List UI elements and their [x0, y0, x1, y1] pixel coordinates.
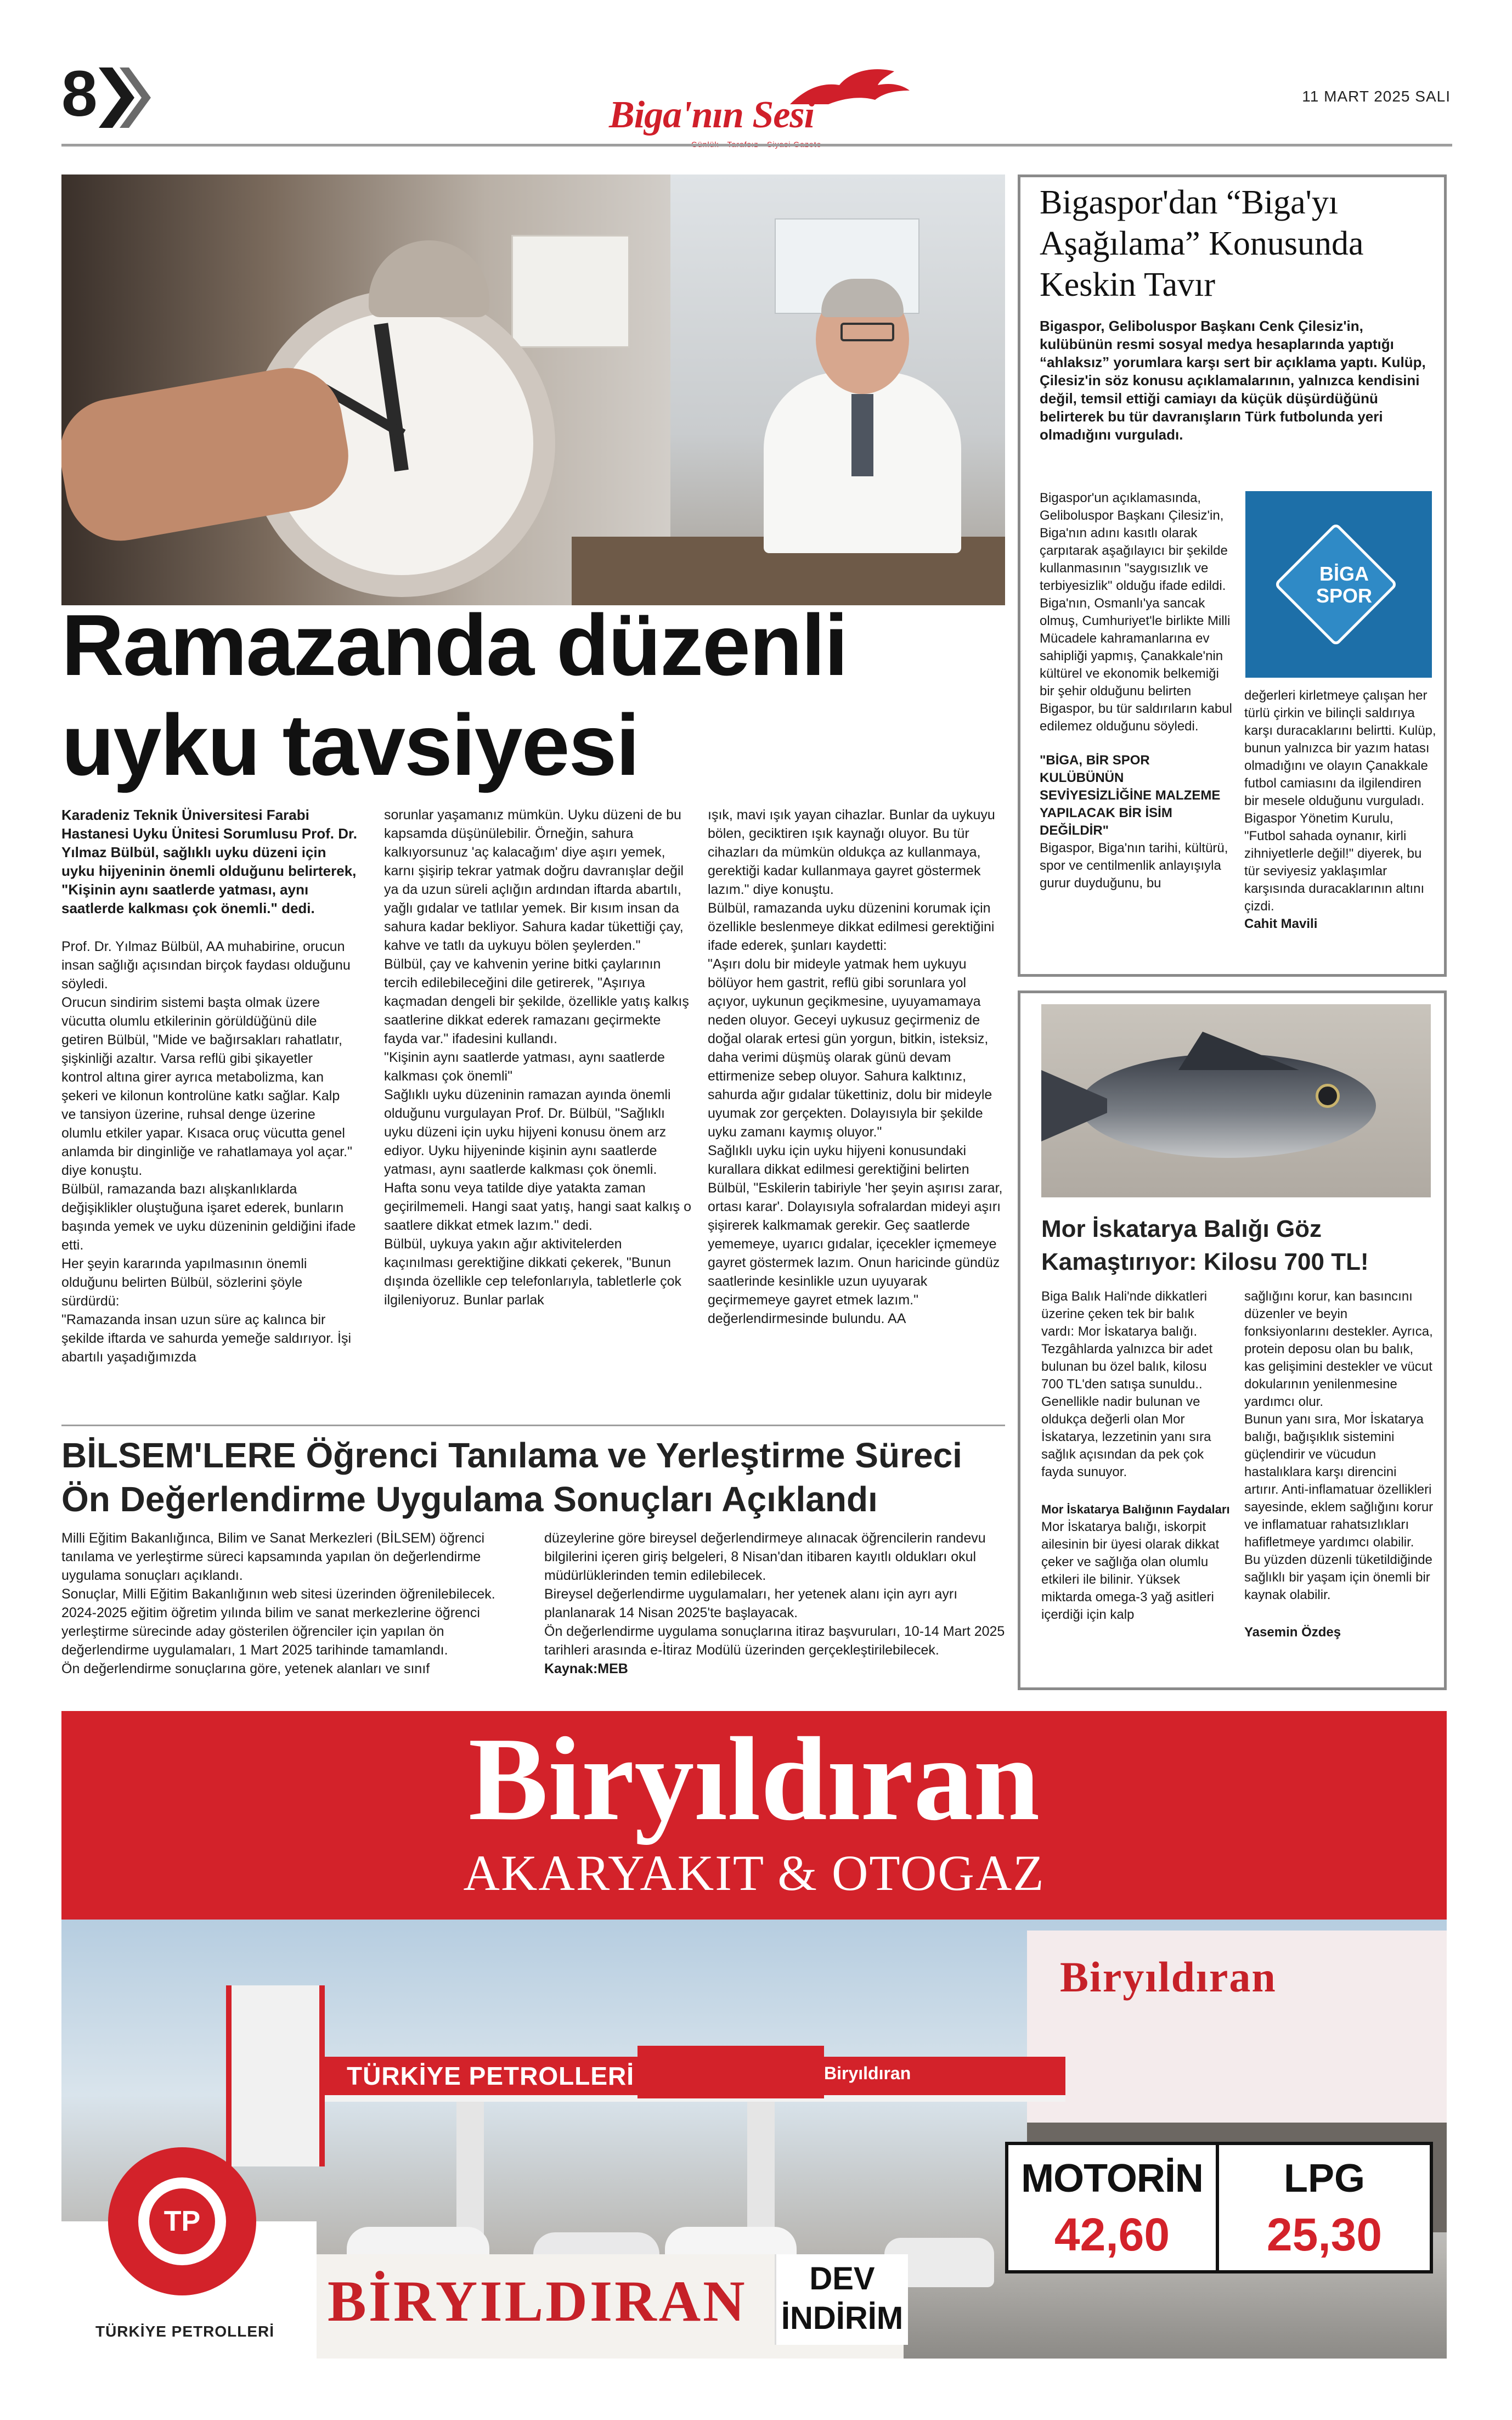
fish-author: Yasemin Özdeş — [1244, 1625, 1341, 1640]
discount-line1: DEV — [809, 2261, 875, 2297]
building-sign: Biryıldıran — [1060, 1953, 1277, 2001]
tp-logo — [108, 2147, 256, 2295]
sleep-article-column-3: ışık, mavi ışık yayan cihazlar. Bunlar da uykuyu bölen, geciktiren ışık kaynağı oluyor. Bu tür cihazları da mümkün oldukça az kullanmaya, gerektiği kadar kullanmaya gayret göstermek lazım." diye konuştu. Bülbül, ramazanda uyku düzenini korumak için özellikle beslenmeye dikkat edilmesi gerektiğini ifade ederek, şunları kaydetti: "Aşırı dolu bir mideyle yatmak hem uykuyu bölüyor hem gastrit, reflü gibi sorunlara yol açıyor, uykunun geçikmesine, uyuyamamaya neden oluyor. Geceyi uykusuz geçirmeniz de doğal olarak ertesi gün yorgun, bitkin, isteksiz, daha verimi düşmüş olarak günü devam ettirmenize sebep oluyor. Sahura kalktınız, sahurda ağır gıdalar tükettiniz, dolu bir mideyle uyumak zor gerçekten. Dolayısıyla bir şekilde uyku zamanı kaymış oluyor." Sağlıklı uyku için uyku hijyeni konusundaki kurallara dikkat edilmesi gerektiğini belirten Bülbül, "Eskilerin tabiriyle 'her şeyin aşırısı zarar, ortası karar'. Dolayısıyla sofralardan mideyi aşırı şişirerek kalkmamak gerekir. Geç saatlerde yememeye, uyarıcı gıdalar, içecekler içmemeye gayret göstermek lazım. Onun haricinde gündüz saatlerinde kesinlikle uzun uyuyarak geçirmemeye gayret etmek lazım." değerlendirmesinde bulundu. AA — [708, 807, 1003, 1326]
tp-logo-text: TP — [163, 2205, 201, 2237]
bilsem-source: Kaynak:MEB — [544, 1661, 628, 1676]
sleep-article-headline: Ramazanda düzenli uyku tavsiyesi — [61, 597, 848, 793]
fish-column-1 — [1041, 1288, 1231, 1624]
bigaspor-logo-line1: BİGA — [1319, 562, 1369, 585]
issue-date: 11 MART 2025 SALI — [1302, 88, 1451, 105]
bigaspor-author: Cahit Mavili — [1244, 916, 1318, 931]
fish-column-2 — [1244, 1288, 1434, 1641]
bigaspor-column-1 — [1040, 489, 1234, 892]
fuel-motorin-price: 42,60 — [1054, 2209, 1170, 2260]
bigaspor-logo-line2: SPOR — [1316, 584, 1373, 607]
sleep-article-column-2: sorunlar yaşamanız mümkün. Uyku düzeni de bu kapsamda düşünülebilir. Örneğin, sahura kalkıyorsunuz 'aç kalacağım' diye aşırı yemek, karnı şişirip tekrar yatmak doğru davranışlar değil ya da uzun süreli açlığın ardından iftarda abartılı, yağlı gıdalar ve tatlılar yemek. Bir kısım insan da sahura kadar bekliyor. Sahura kadar tükettiği çay, kahve ve tatlı da uykuyu bölen şeylerden." Bülbül, çay ve kahvenin yerine bitki çaylarının tercih edilebileceğini dile getirerek, "Aşırıya kaçmadan dengeli bir şekilde, özellikle yatış kalkış saatlerine dikkat ederek ramazanı geçirmekte fayda var." ifadesini kullandı. "Kişinin aynı saatlerde yatması, aynı saatlerde kalkması çok önemli" Sağlıklı uyku düzeninin ramazan ayında önemli olduğunu vurgulayan Prof. Dr. Bülbül, "Sağlıklı uyku düzeni için uyku hijyeni konusu önem arz ediyor. Uyku hijyeninde kişinin aynı saatlerde yatması, aynı saatlerde kalkması çok önemli. Hafta sonu veya tatilde diye yatakta zaman geçirilmemeli. Hangi saat yatış, hangi saat kalkış o saatlere dikkat etmek lazım." dedi. Bülbül, uykuya yakın ağır aktivitelerden kaçınılması gerektiğine dikkati çekerek, "Bunun dışında özellikle cep telefonlarıyla, tabletlerle çok ilgileniyoruz. Bunlar parlak — [384, 807, 691, 1308]
newspaper-logo — [603, 66, 911, 154]
fish-photo — [1041, 1004, 1431, 1197]
bigaspor-lead: Bigaspor, Gelibolu​spor Başkanı Cenk Çilesiz'in, kulübünün resmi sosyal medya hesaplarında yaptığı “ahlaksız” yorumlara karşı sert bir açıklama yaptı. Kulüp, Çilesiz'in söz konusu açıklamalarının, yalnızca kendisini değil, temsil ettiği camiayı da küçük düşürdüğünü belirterek bu tür davranışların Türk futbolunda yeri olmadığını vurguladı. — [1040, 318, 1426, 443]
logo-text: Biga'nın Sesi — [609, 94, 815, 136]
bigaspor-logo-image — [1245, 491, 1432, 678]
bigaspor-col1-end: Bigaspor, Biga'nın tarihi, kültürü, spor ve centilmenlik anlayışıyla gurur duyduğunu, bu — [1040, 841, 1228, 891]
chevron-right-icon — [99, 65, 151, 131]
sleep-article-column-1 — [61, 806, 358, 1366]
discount-line2: İNDİRİM — [781, 2300, 904, 2336]
sleep-article-col1-text: Prof. Dr. Yılmaz Bülbül, AA muhabirine, orucun insan sağlığı açısından birçok faydası olduğunu söyledi. Orucun sindirim sistemi başta olmak üzere vücutta olumlu etkilerinin görüldüğünü dile getiren Bülbül, "Mide ve bağırsakları rahatlatır, şişkinliği azaltır. Varsa reflü gibi şikayetler kontrol altına girer ayrıca metabolizma, kan şekeri ve kilonun kontrolüne katkı sağlar. Kalp ve tansiyon üzerine, ruhsal denge üzerine olumlu etkiler yapar. Kısaca oruç vücutta genel anlamda bir dinginliğe ve rahatlamaya yol açar." diye konuştu. Bülbül, ramazanda bazı alışkanlıklarda değişiklikler oluştuğuna işaret ederek, bunların başında yemek ve uyku düzeninin geldiğini ifade etti. Her şeyin kararında yapılmasının önemli olduğunu belirten Bülbül, sözlerini şöyle sürdürdü: "Ramazanda insan uzun süre aç kalınca bir şekilde iftarda ve sahurda yemeğe saldırıyor. İşi abartılı yaşadığımızda — [61, 939, 356, 1365]
bilsem-rule — [61, 1425, 1005, 1426]
bilsem-col2-text: düzeylerine göre bireysel değerlendirmeye alınacak öğrencilerin randevu bilgilerini içeren giriş belgeleri, 8 Nisan'dan itibaren kayıtlı oldukları okul müdürlüklerinden temin edilebilecek. Bireysel değerlendirme uygulamaları, her yetenek alanı için ayrı ayrı planlanarak 14 Nisan 2025'te başlayacak. Ön değerlendirme uygulama sonuçlarına itiraz başvuruları, 10-14 Mart 2025 tarihleri arasında e-İtiraz Modülü üzerinden gerçekleştirilebilecek. — [544, 1530, 1005, 1658]
fish-col2-text: sağlığını korur, kan basıncını düzenler ve beyin fonksiyonlarını destekler. Ayrıca, protein deposu olan bu balık, kas gelişimini destekler ve vücut dokularının yenilenmesine yardımcı olur. Bunun yanı sıra, Mor İskatarya balığı, bağışıklık sistemini güçlendirir ve vücudun hastalıklara karşı direncini artırır. Anti-inflamatuar özellikleri sayesinde, eklem sağlığını korur ve inflamatuar rahatsızlıkları hafifletmeye yardımcı olabilir. Bu yüzden düzenli tüketildiğinde sağlıklı bir yaşam için önemli bir kaynak olabilir. — [1244, 1289, 1434, 1602]
price-board — [1005, 2142, 1433, 2273]
bilsem-column-2 — [544, 1529, 1005, 1678]
bigaspor-subhead: "BİGA, BİR SPOR KULÜBÜNÜN SEVİYESİZLİĞİNE MALZEME YAPILACAK BİR İSİM DEĞİLDİR" — [1040, 753, 1221, 838]
ad-title: Biryıldıran — [468, 1713, 1040, 1845]
discount-badge — [775, 2254, 908, 2345]
sleep-article-lead: Karadeniz Teknik Üniversitesi Farabi Hastanesi Uyku Ünitesi Sorumlusu Prof. Dr. Yılmaz Bülbül, sağlıklı uyku düzeni için uyku hijyeninin önemli olduğunu belirterek, "Kişinin aynı saatlerde yatması, aynı saatlerde kalkması çok önemli." dedi. — [61, 807, 357, 916]
bigaspor-col1-text: Bigaspor'un açıklamasında, Gelibolu​spor Başkanı Çilesiz'in, Biga'nın adını kasıtlı olarak çarpıtarak aşağılayıcı bir şekilde kullanmasının "saygısızlık ve terbiyesizlik" olduğu ifade edildi. Biga'nın, Osmanlı'ya sancak olmuş, Cumhuriyet'le birlikte Milli Mücadele kahramanlarına ev sahipliği yapmış, Çanakkale'nin kültürel ve ekonomik belkemiği bir şehir olduğunu belirten Bigaspor, bu tür saldırıların kabul edilemez olduğunu söyledi. — [1040, 491, 1232, 734]
biryildiran-advertisement — [61, 1711, 1447, 2359]
tp-caption: TÜRKİYE PETROLLERİ — [95, 2323, 274, 2340]
brand-banner-text: BİRYILDIRAN — [328, 2269, 747, 2333]
bigaspor-column-2 — [1244, 687, 1436, 933]
canopy-sign: TÜRKİYE PETROLLERİ — [347, 2062, 635, 2090]
ad-subtitle: AKARYAKIT & OTOGAZ — [463, 1845, 1045, 1901]
fuel-motorin-label: MOTORİN — [1021, 2157, 1203, 2200]
fish-col1-end: Mor İskatarya balığı, iskorpit ailesinin bir üyesi olarak dikkat çeker ve sağlığa olan olumlu etkileri ile bilinir. Yüksek miktarda omega-3 yağ asitleri içerdiği için kalp — [1041, 1519, 1220, 1622]
header-rule — [61, 144, 1452, 147]
bigaspor-headline: Bigaspor'dan “Biga'yı Aşağılama” Konusunda Keskin Tavır — [1040, 184, 1364, 303]
bilsem-column-1: Milli Eğitim Bakanlığınca, Bilim ve Sanat Merkezleri (BİLSEM) öğrenci tanılama ve yerleştirme süreci kapsamında yapılan ön değerlendirme uygulama sonuçları açıklandı. Sonuçlar, Milli Eğitim Bakanlığının web sitesi üzerinden öğrenilebilecek. 2024-2025 eğitim öğretim yılında bilim ve sanat merkezlerine öğrenci yerleştirme sürecinde aday gösterilen öğrenciler için yapılan ön değerlendirme uygulamaları, 1 Mart 2025 tarihinde tamamlandı. Ön değerlendirme sonuçlarına göre, yetenek alanları ve sınıf — [61, 1530, 495, 1676]
fish-col1-text: Biga Balık Hali'nde dikkatleri üzerine çeken tek bir balık vardı: Mor İskatarya balığı. Tezgâhlarda yalnızca bir adet bulunan bu özel balık, kilosu 700 TL'den satışa sunuldu.. Genellikle nadir bulunan ve oldukça değerli olan Mor İskatarya, lezzetinin yanı sıra sağlık açısından da pek çok fayda sunuyor. — [1041, 1289, 1213, 1479]
canopy-brand: Biryıldıran — [824, 2063, 911, 2083]
bilsem-headline: BİLSEM'LERE Öğrenci Tanılama ve Yerleştirme Süreci Ön Değerlendirme Uygulama Sonuçları Açıklandı — [61, 1436, 962, 1519]
fuel-lpg-price: 25,30 — [1266, 2209, 1383, 2260]
page-number: 8 — [61, 58, 98, 130]
fish-headline: Mor İskatarya Balığı Göz Kamaştırıyor: Kilosu 700 TL! — [1041, 1215, 1369, 1275]
bigaspor-col2-text: değerleri kirletmeye çalışan her türlü çirkin ve bilinçli saldırıya karşı duracaklarını belirtti. Kulüp, bunun yalnızca bir yazım hatası olmadığını ve olayın Çanakkale futbol camiasını da ilgilendiren bir mesele olduğunu vurguladı. Bigaspor Yönetim Kurulu, "Futbol sahada oynanır, kirli zihniyetlerle değil!" diyerek, bu tür seviyesiz yaklaşımlar karşısında duracaklarının altını çizdi. — [1244, 688, 1436, 914]
clock-doctor-photo — [61, 175, 1005, 605]
fish-subhead: Mor İskatarya Balığının Faydaları — [1041, 1502, 1230, 1516]
fuel-lpg-label: LPG — [1283, 2157, 1365, 2200]
